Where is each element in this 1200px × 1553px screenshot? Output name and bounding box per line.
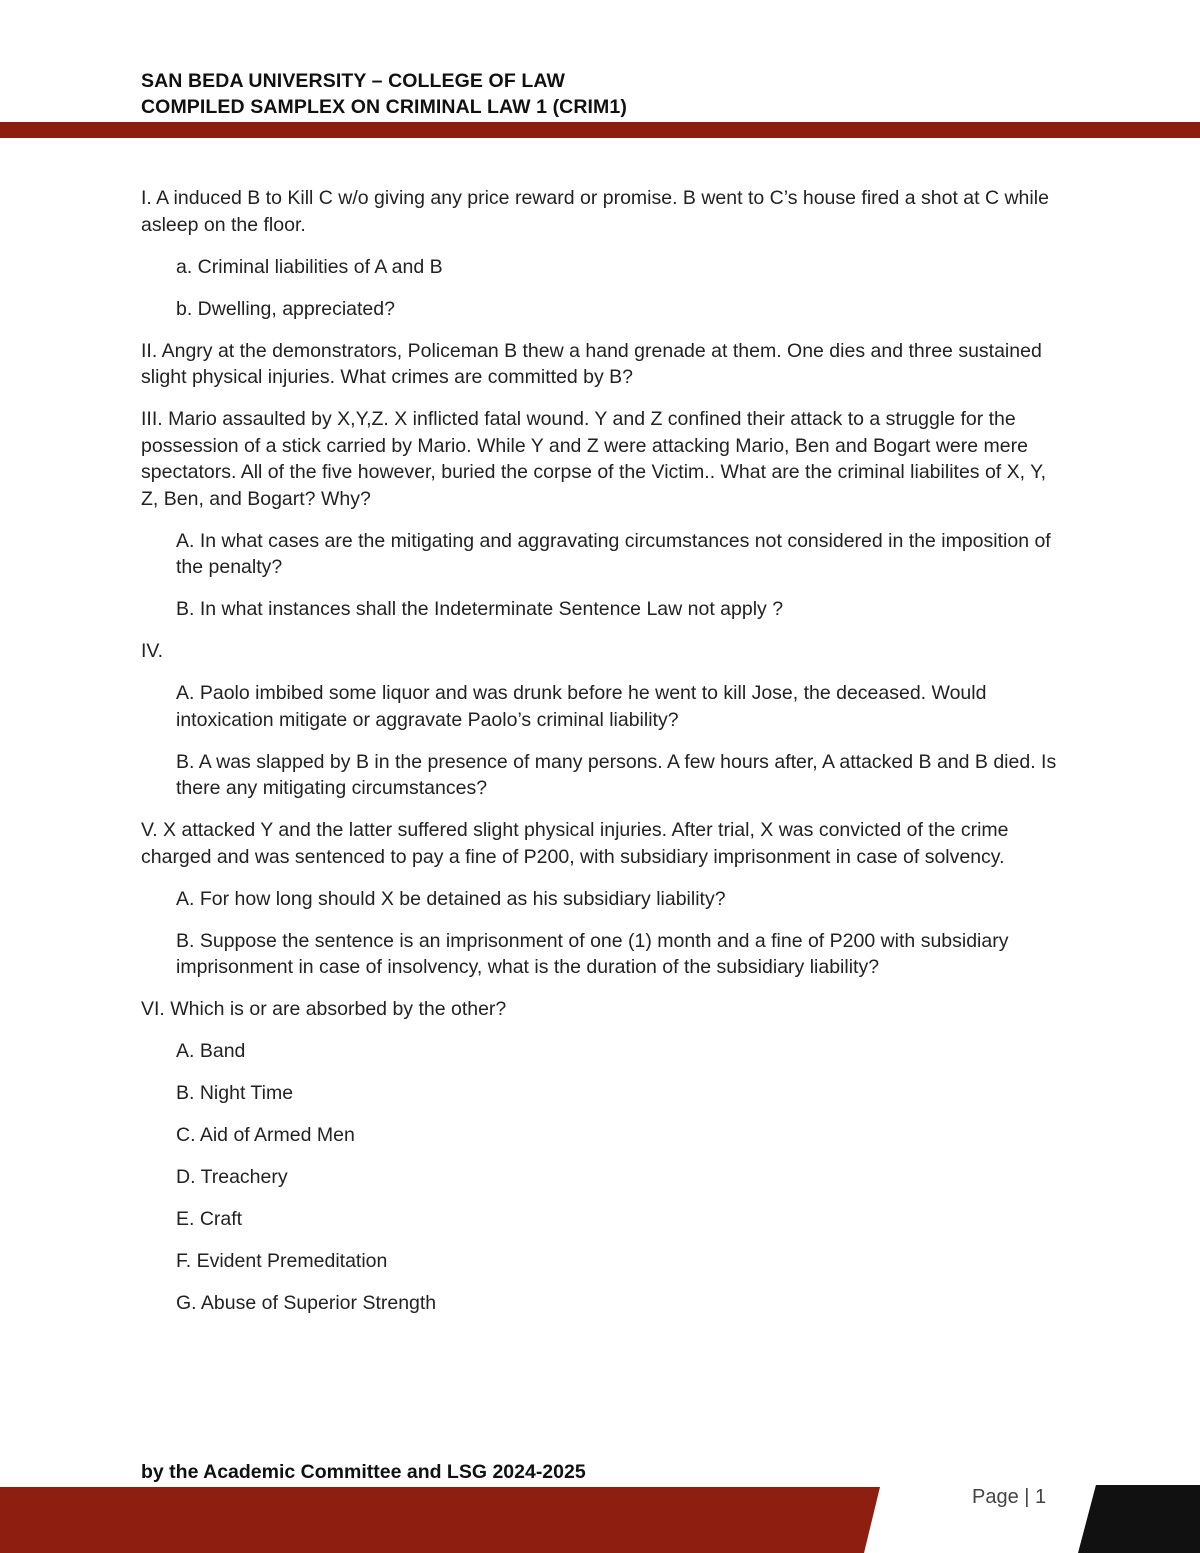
footer-red-band (0, 1487, 880, 1553)
question-4-b: B. A was slapped by B in the presence of many persons. A few hours after, A attacked B and B died. Is there any mitigating circumstances? (176, 750, 1057, 799)
question-6-item: A. Band (176, 1040, 246, 1062)
header-title: COMPILED SAMPLEX ON CRIMINAL LAW 1 (CRIM1) (141, 96, 627, 118)
document-body (141, 185, 1061, 1317)
question-6-item: G. Abuse of Superior Strength (176, 1292, 437, 1314)
document-header (141, 68, 627, 120)
question-5-b: B. Suppose the sentence is an imprisonment of one (1) month and a fine of P200 with subsidiary imprisonment in case of insolvency, what is the duration of the subsidiary liability? (176, 929, 1009, 978)
question-4-a: A. Paolo imbibed some liquor and was drunk before he went to kill Jose, the deceased. Would intoxication mitigate or aggravate Paolo’s criminal liability? (176, 682, 987, 731)
question-5: V. X attacked Y and the latter suffered slight physical injuries. After trial, X was convicted of the crime charged and was sentenced to pay a fine of P200, with subsidiary imprisonment in case of solvency. (141, 819, 1009, 868)
question-6-item: C. Aid of Armed Men (176, 1124, 355, 1146)
question-1-b: b. Dwelling, appreciated? (176, 297, 395, 320)
footer-credit: by the Academic Committee and LSG 2024-2025 (141, 1461, 586, 1483)
question-3-a: A. In what cases are the mitigating and aggravating circumstances not considered in the imposition of the penalty? (176, 529, 1051, 578)
question-5-a: A. For how long should X be detained as his subsidiary liability? (176, 887, 726, 910)
question-2: II. Angry at the demonstrators, Policeman B thew a hand grenade at them. One dies and three sustained slight physical injuries. What crimes are committed by B? (141, 339, 1042, 388)
question-1: I. A induced B to Kill C w/o giving any price reward or promise. B went to C’s house fired a shot at C while asleep on the floor. (141, 187, 1049, 236)
header-accent-bar (0, 122, 1200, 138)
question-3-b: B. In what instances shall the Indeterminate Sentence Law not apply ? (176, 598, 784, 620)
question-6-item: D. Treachery (176, 1166, 288, 1188)
question-6-item: F. Evident Premeditation (176, 1250, 388, 1272)
question-6: VI. Which is or are absorbed by the other? (141, 998, 507, 1020)
question-4: IV. (141, 640, 164, 662)
question-6-item: B. Night Time (176, 1082, 294, 1104)
footer-black-band (1078, 1485, 1200, 1553)
question-3: III. Mario assaulted by X,Y,Z. X inflicted fatal wound. Y and Z confined their attack to a struggle for the possession of a stick carried by Mario. While Y and Z were attacking Mario, Ben and Bogart were mere spectators. All of the five however, buried the corpse of the Victim.. What are the criminal liabilites of X, Y, Z, Ben, and Bogart? Why? (141, 408, 1047, 510)
question-1-a: a. Criminal liabilities of A and B (176, 255, 443, 278)
header-university: SAN BEDA UNIVERSITY – COLLEGE OF LAW (141, 70, 565, 92)
page-number: Page | 1 (972, 1486, 1047, 1508)
question-6-item: E. Craft (176, 1208, 243, 1230)
